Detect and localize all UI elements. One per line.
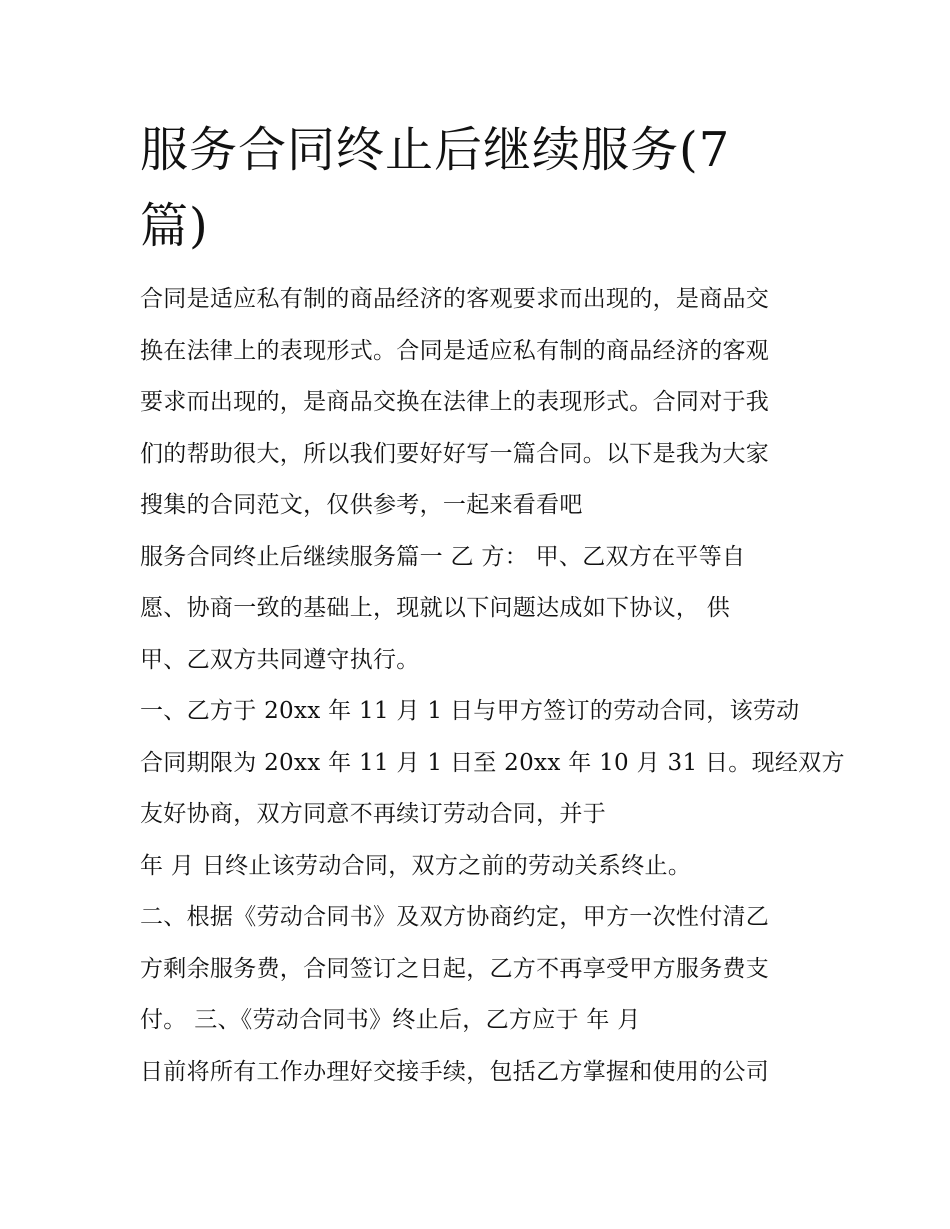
body-line: 换在法律上的表现形式。合同是适应私有制的商品经济的客观 — [140, 337, 770, 364]
body-line: 愿、协商一致的基础上，现就以下问题达成如下协议， 供 — [140, 595, 731, 621]
document-title: 服务合同终止后继续服务(7篇) — [140, 122, 731, 254]
body-line: 日前将所有工作办理好交接手续，包括乙方掌握和使用的公司 — [140, 1058, 770, 1085]
body-line: 一、乙方于 20xx 年 11 月 1 日与甲方签订的劳动合同，该劳动 — [140, 698, 800, 724]
body-line: 合同是适应私有制的商品经济的客观要求而出现的，是商品交 — [140, 286, 770, 312]
body-line: 合同期限为 20xx 年 11 月 1 日至 20xx 年 10 月 31 日。现经双方 — [140, 749, 845, 776]
document-body — [140, 274, 845, 1098]
body-line: 搜集的合同范文，仅供参考，一起来看看吧 — [140, 492, 583, 518]
body-line: 要求而出现的，是商品交换在法律上的表现形式。合同对于我 — [140, 389, 770, 415]
body-line: 方剩余服务费，合同签订之日起，乙方不再享受甲方服务费支 — [140, 955, 770, 982]
body-line: 服务合同终止后继续服务篇一 乙 方： 甲、乙双方在平等自 — [140, 543, 746, 570]
body-line: 甲、乙双方共同遵守执行。 — [140, 646, 420, 673]
body-line: 们的帮助很大，所以我们要好好写一篇合同。以下是我为大家 — [140, 440, 770, 467]
body-line: 友好协商，双方同意不再续订劳动合同，并于 — [140, 801, 606, 827]
body-line: 二、根据《劳动合同书》及双方协商约定，甲方一次性付清乙 — [140, 904, 770, 930]
body-line: 付。 三、《劳动合同书》终止后，乙方应于 年 月 — [140, 1007, 641, 1033]
body-line: 年 月 日终止该劳动合同，双方之前的劳动关系终止。 — [140, 852, 692, 879]
